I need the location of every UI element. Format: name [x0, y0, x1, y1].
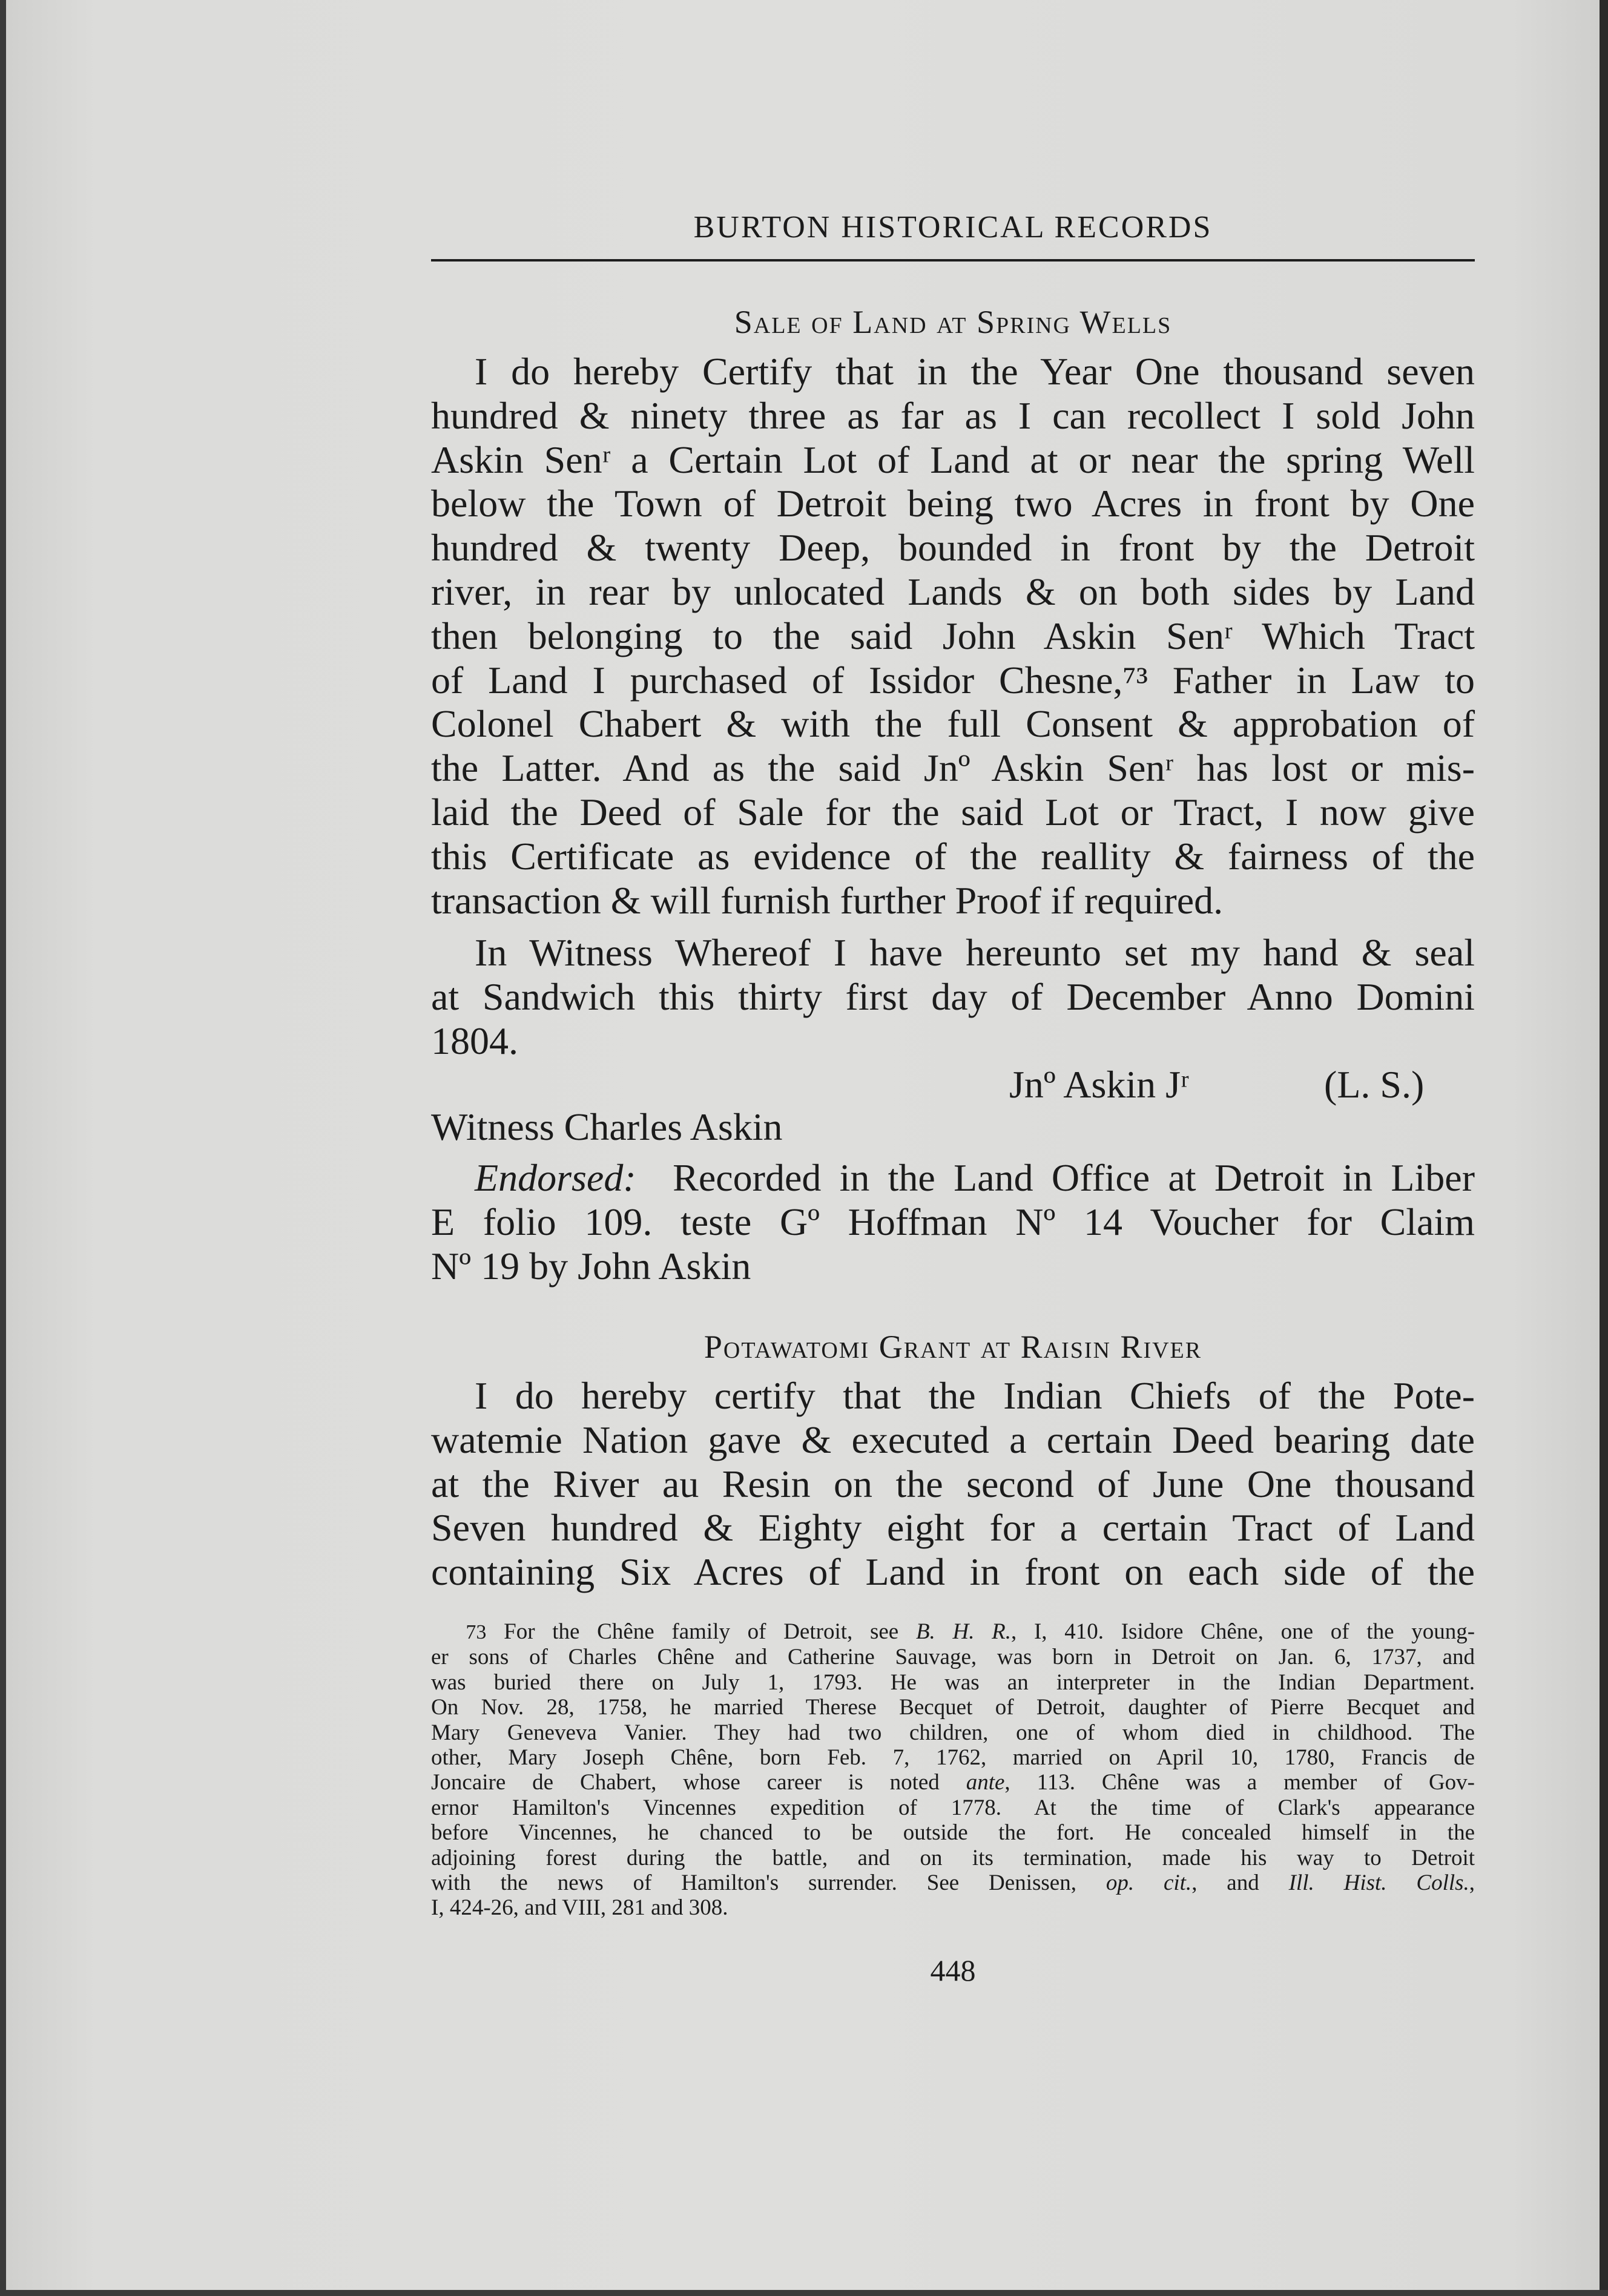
text-line: Nº 19 by John Askin: [431, 1244, 751, 1288]
text-line: Askin Senʳ a Certain Lot of Land at or near the spring Well: [431, 438, 1475, 481]
text-line: at the River au Resin on the second of June One thousand: [431, 1462, 1475, 1505]
witness-line: [431, 1105, 1475, 1150]
witness-paragraph: [431, 931, 1475, 1063]
text-line: I do hereby Certify that in the Year One thousand seven: [475, 350, 1475, 393]
text-line: this Certificate as evidence of the reallity & fairness of the: [431, 834, 1475, 878]
footnote-line: [431, 1770, 1475, 1795]
footnote-text: Joncaire de Chabert, whose career is noted: [431, 1770, 940, 1795]
text-line: I do hereby certify that the Indian Chiefs of the Pote-: [475, 1374, 1475, 1417]
scan-edge-bottom: [0, 2290, 1608, 2296]
text-line: the Latter. And as the said Jnº Askin Senʳ has lost or mis-: [431, 746, 1475, 790]
footnote-line: I, 424-26, and VIII, 281 and 308.: [431, 1895, 728, 1921]
footnote-line: adjoining forest during the battle, and on its termination, made his way to Detroit: [431, 1845, 1475, 1870]
text-line: river, in rear by unlocated Lands & on both sides by Land: [431, 570, 1475, 613]
page-number: 448: [930, 1953, 976, 1987]
text-line: hundred & ninety three as far as I can recollect I sold John: [431, 393, 1475, 437]
footnote-line: er sons of Charles Chêne and Catherine Sauvage, was born in Detroit on Jan. 6, 1737, and: [431, 1645, 1475, 1670]
footnote-line: [431, 1870, 1475, 1895]
footnote-text: ,: [1469, 1870, 1475, 1896]
endorsed-label: Endorsed:: [475, 1156, 636, 1199]
section-heading-spring-wells: Sale of Land at Spring Wells: [734, 304, 1172, 340]
footnote-line: was buried there on July 1, 1793. He was an interpreter in the Indian Department.: [431, 1669, 1475, 1695]
endorsement-paragraph: [431, 1156, 1475, 1288]
signature-name: Jnº Askin Jʳ: [1009, 1063, 1189, 1106]
text-line: laid the Deed of Sale for the said Lot or Tract, I now give: [431, 790, 1475, 834]
text-line: Witness Charles Askin: [431, 1105, 783, 1148]
scan-edge-left: [0, 0, 6, 2296]
footnote-line: other, Mary Joseph Chêne, born Feb. 7, 1762, married on April 10, 1780, Francis de: [431, 1745, 1475, 1771]
footnote-reference: Ill. Hist. Colls.: [1288, 1870, 1469, 1896]
seal-mark: (L. S.): [1324, 1063, 1425, 1106]
running-head: BURTON HISTORICAL RECORDS: [693, 210, 1213, 245]
footnote-line: Mary Geneveva Vanier. They had two children, one of whom died in childhood. The: [431, 1720, 1475, 1745]
text-line: In Witness Whereof I have hereunto set my hand & seal: [475, 931, 1475, 974]
scan-edge-right: [1600, 0, 1608, 2296]
text-line: of Land I purchased of Issidor Chesne,⁷³ Father in Law to: [431, 658, 1475, 702]
text-line: transaction & will furnish further Proof if required.: [431, 878, 1224, 922]
text-line: 1804.: [431, 1019, 518, 1062]
grant-paragraph: [431, 1374, 1475, 1594]
section-heading-raisin-river: Potawatomi Grant at Raisin River: [704, 1329, 1202, 1365]
text-line: then belonging to the said John Askin Senʳ Which Tract: [431, 614, 1475, 657]
certificate-paragraph: [431, 350, 1475, 923]
footnote-text: with the news of Hamilton's surrender. See Denissen,: [431, 1870, 1076, 1896]
footnote: [431, 1619, 1475, 1921]
footnote-text: , 113. Chêne was a member of Gov-: [1004, 1770, 1475, 1795]
text-line: below the Town of Detroit being two Acres in front by One: [431, 482, 1475, 525]
text-line: hundred & twenty Deep, bounded in front by the Detroit: [431, 526, 1475, 570]
footnote-line: On Nov. 28, 1758, he married Therese Becquet of Detroit, daughter of Pierre Becquet and: [431, 1695, 1475, 1720]
footnote-reference: ante: [966, 1770, 1005, 1795]
footnote-number: 73: [466, 1621, 487, 1643]
text-line: watemie Nation gave & executed a certain Deed bearing date: [431, 1418, 1475, 1461]
text-line: Colonel Chabert & with the full Consent & approbation of: [431, 702, 1475, 746]
footnote-reference: op. cit.: [1106, 1870, 1192, 1896]
footnote-line: before Vincennes, he chanced to be outside the fort. He concealed himself in the: [431, 1820, 1475, 1846]
text-line: containing Six Acres of Land in front on each side of the: [431, 1550, 1475, 1594]
footnote-line: [431, 1619, 1475, 1645]
text-line: Seven hundred & Eighty eight for a certain Tract of Land: [431, 1506, 1475, 1550]
footnote-text: , and: [1191, 1870, 1259, 1896]
header-rule: [431, 259, 1475, 262]
footnote-text: , I, 410. Isidore Chêne, one of the young-: [1011, 1619, 1475, 1644]
text-line: E folio 109. teste Gº Hoffman Nº 14 Voucher for Claim: [431, 1200, 1475, 1243]
text-line: at Sandwich this thirty first day of December Anno Domini: [431, 975, 1475, 1018]
footnote-text: For the Chêne family of Detroit, see: [504, 1619, 899, 1644]
footnote-reference: B. H. R.: [915, 1619, 1012, 1644]
text-line: [431, 1156, 1475, 1200]
footnote-line: ernor Hamilton's Vincennes expedition of 1778. At the time of Clark's appearance: [431, 1795, 1475, 1820]
endorsed-text: Recorded in the Land Office at Detroit in Liber: [673, 1156, 1475, 1199]
